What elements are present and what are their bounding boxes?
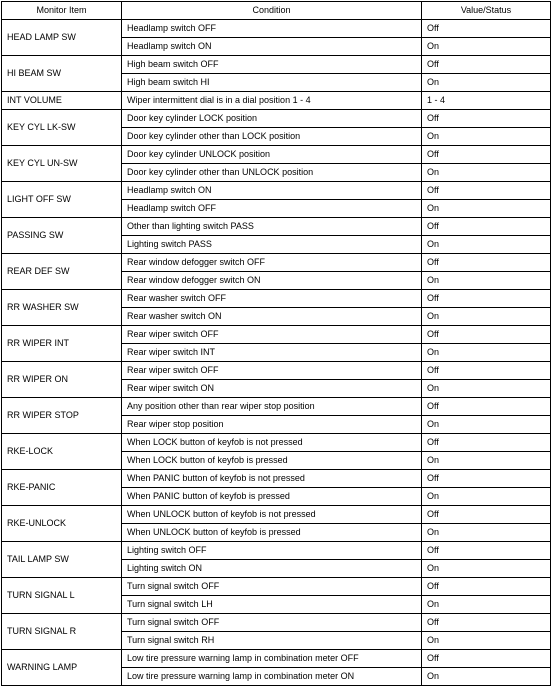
value-status-cell: Off [422, 470, 551, 488]
monitor-item-cell: WARNING LAMP [2, 650, 122, 686]
value-status-cell: Off [422, 254, 551, 272]
condition-cell: When LOCK button of keyfob is pressed [122, 452, 422, 470]
monitor-item-cell: RR WIPER INT [2, 326, 122, 362]
value-status-cell: On [422, 488, 551, 506]
monitor-item-cell: KEY CYL UN-SW [2, 146, 122, 182]
value-status-cell: On [422, 128, 551, 146]
value-status-cell: Off [422, 578, 551, 596]
table-row [2, 398, 551, 416]
header-condition: Condition [122, 2, 422, 20]
value-status-cell: Off [422, 542, 551, 560]
condition-cell: When LOCK button of keyfob is not pressed [122, 434, 422, 452]
value-status-cell: Off [422, 290, 551, 308]
value-status-cell: On [422, 524, 551, 542]
condition-cell: Low tire pressure warning lamp in combination meter ON [122, 668, 422, 686]
monitor-item-cell: RR WASHER SW [2, 290, 122, 326]
condition-cell: Headlamp switch OFF [122, 200, 422, 218]
condition-cell: Rear wiper switch INT [122, 344, 422, 362]
table-row [2, 110, 551, 128]
condition-cell: Headlamp switch OFF [122, 20, 422, 38]
condition-cell: When UNLOCK button of keyfob is not pressed [122, 506, 422, 524]
monitor-item-cell: HEAD LAMP SW [2, 20, 122, 56]
condition-cell: Rear washer switch OFF [122, 290, 422, 308]
value-status-cell: Off [422, 506, 551, 524]
value-status-cell: On [422, 200, 551, 218]
value-status-cell: On [422, 272, 551, 290]
value-status-cell: On [422, 560, 551, 578]
condition-cell: Headlamp switch ON [122, 38, 422, 56]
condition-cell: Lighting switch OFF [122, 542, 422, 560]
table-row [2, 182, 551, 200]
condition-cell: When PANIC button of keyfob is pressed [122, 488, 422, 506]
header-monitor-item: Monitor Item [2, 2, 122, 20]
monitor-table [1, 1, 551, 686]
value-status-cell: Off [422, 326, 551, 344]
condition-cell: Rear washer switch ON [122, 308, 422, 326]
value-status-cell: On [422, 164, 551, 182]
table-row [2, 362, 551, 380]
condition-cell: Wiper intermittent dial is in a dial position 1 - 4 [122, 92, 422, 110]
value-status-cell: Off [422, 434, 551, 452]
value-status-cell: Off [422, 56, 551, 74]
monitor-item-cell: PASSING SW [2, 218, 122, 254]
condition-cell: Rear window defogger switch OFF [122, 254, 422, 272]
table-row [2, 470, 551, 488]
value-status-cell: Off [422, 362, 551, 380]
table-row [2, 92, 551, 110]
header-row [2, 2, 551, 20]
value-status-cell: On [422, 74, 551, 92]
condition-cell: Any position other than rear wiper stop position [122, 398, 422, 416]
condition-cell: Door key cylinder UNLOCK position [122, 146, 422, 164]
condition-cell: Rear wiper switch ON [122, 380, 422, 398]
value-status-cell: On [422, 380, 551, 398]
condition-cell: High beam switch OFF [122, 56, 422, 74]
monitor-item-cell: RR WIPER ON [2, 362, 122, 398]
value-status-cell: On [422, 236, 551, 254]
table-row [2, 326, 551, 344]
table-row [2, 290, 551, 308]
value-status-cell: On [422, 344, 551, 362]
condition-cell: Door key cylinder other than LOCK position [122, 128, 422, 146]
value-status-cell: On [422, 38, 551, 56]
monitor-item-cell: REAR DEF SW [2, 254, 122, 290]
monitor-item-cell: RKE-LOCK [2, 434, 122, 470]
value-status-cell: Off [422, 146, 551, 164]
value-status-cell: On [422, 668, 551, 686]
condition-cell: Turn signal switch LH [122, 596, 422, 614]
condition-cell: Rear wiper stop position [122, 416, 422, 434]
monitor-item-cell: HI BEAM SW [2, 56, 122, 92]
value-status-cell: Off [422, 20, 551, 38]
monitor-item-cell: INT VOLUME [2, 92, 122, 110]
table-row [2, 650, 551, 668]
condition-cell: Lighting switch ON [122, 560, 422, 578]
condition-cell: Door key cylinder other than UNLOCK position [122, 164, 422, 182]
condition-cell: Lighting switch PASS [122, 236, 422, 254]
value-status-cell: On [422, 452, 551, 470]
condition-cell: Turn signal switch RH [122, 632, 422, 650]
condition-cell: Low tire pressure warning lamp in combination meter OFF [122, 650, 422, 668]
value-status-cell: Off [422, 614, 551, 632]
value-status-cell: Off [422, 398, 551, 416]
value-status-cell: Off [422, 650, 551, 668]
monitor-item-cell: KEY CYL LK-SW [2, 110, 122, 146]
value-status-cell: 1 - 4 [422, 92, 551, 110]
header-value-status: Value/Status [422, 2, 551, 20]
condition-cell: Rear wiper switch OFF [122, 362, 422, 380]
table-row [2, 20, 551, 38]
condition-cell: Turn signal switch OFF [122, 578, 422, 596]
condition-cell: Turn signal switch OFF [122, 614, 422, 632]
value-status-cell: On [422, 416, 551, 434]
condition-cell: Rear window defogger switch ON [122, 272, 422, 290]
condition-cell: High beam switch HI [122, 74, 422, 92]
table-row [2, 146, 551, 164]
value-status-cell: Off [422, 218, 551, 236]
condition-cell: Headlamp switch ON [122, 182, 422, 200]
value-status-cell: On [422, 632, 551, 650]
condition-cell: When UNLOCK button of keyfob is pressed [122, 524, 422, 542]
condition-cell: Door key cylinder LOCK position [122, 110, 422, 128]
condition-cell: Rear wiper switch OFF [122, 326, 422, 344]
condition-cell: Other than lighting switch PASS [122, 218, 422, 236]
table-header [2, 2, 551, 20]
table-row [2, 542, 551, 560]
table-row [2, 56, 551, 74]
condition-cell: When PANIC button of keyfob is not pressed [122, 470, 422, 488]
monitor-item-cell: TURN SIGNAL R [2, 614, 122, 650]
value-status-cell: On [422, 596, 551, 614]
table-body [2, 20, 551, 686]
monitor-item-cell: TURN SIGNAL L [2, 578, 122, 614]
value-status-cell: Off [422, 110, 551, 128]
monitor-item-cell: LIGHT OFF SW [2, 182, 122, 218]
value-status-cell: On [422, 308, 551, 326]
monitor-item-cell: RKE-PANIC [2, 470, 122, 506]
table-row [2, 614, 551, 632]
table-row [2, 434, 551, 452]
table-row [2, 578, 551, 596]
table-row [2, 218, 551, 236]
monitor-item-cell: RKE-UNLOCK [2, 506, 122, 542]
table-row [2, 254, 551, 272]
monitor-item-cell: TAIL LAMP SW [2, 542, 122, 578]
value-status-cell: Off [422, 182, 551, 200]
table-row [2, 506, 551, 524]
monitor-item-cell: RR WIPER STOP [2, 398, 122, 434]
